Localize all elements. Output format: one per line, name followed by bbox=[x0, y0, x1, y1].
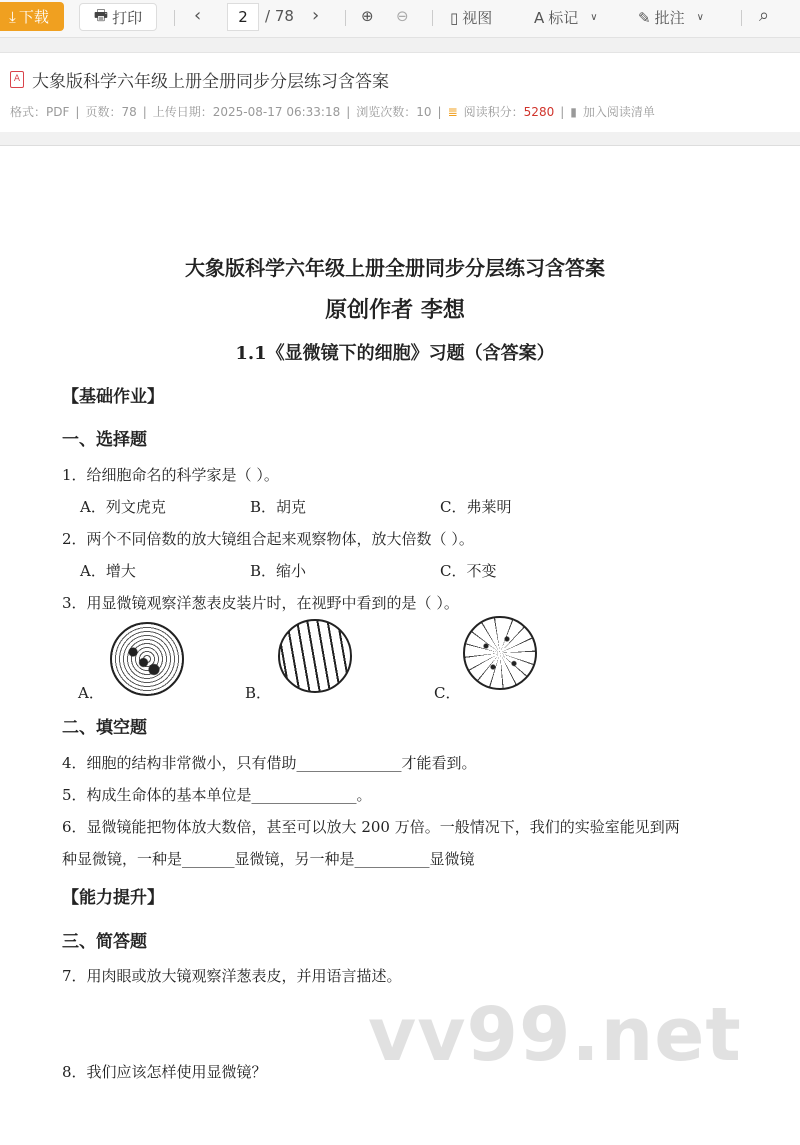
section-short-answer: 三、简答题 bbox=[62, 932, 147, 952]
chevron-down-icon: ∨ bbox=[590, 12, 598, 23]
clipboard-icon: ▮ bbox=[570, 104, 577, 119]
question-5: 5．构成生命体的基本单位是______________。 bbox=[62, 786, 372, 804]
divider bbox=[432, 10, 433, 26]
search-icon[interactable]: ⌕ bbox=[759, 5, 770, 26]
annotate-label: 批注 bbox=[654, 9, 685, 27]
question-7: 7．用肉眼或放大镜观察洋葱表皮，并用语言描述。 bbox=[62, 967, 402, 985]
toolbar bbox=[0, 0, 800, 38]
q2-option-c: C．不变 bbox=[440, 562, 497, 580]
mark-button[interactable] bbox=[534, 7, 598, 28]
page-number-input[interactable]: 2 bbox=[227, 3, 259, 31]
q3-option-a: A． bbox=[78, 684, 104, 702]
chevron-down-icon: ∨ bbox=[696, 12, 704, 23]
view-button[interactable] bbox=[450, 7, 492, 28]
question-3: 3．用显微镜观察洋葱表皮装片时，在视野中看到的是（ ）。 bbox=[62, 594, 459, 612]
question-4: 4．细胞的结构非常微小，只有借助______________才能看到。 bbox=[62, 754, 477, 772]
document-info-card bbox=[0, 52, 800, 132]
q3-option-b: B． bbox=[245, 684, 272, 702]
view-icon: ▯ bbox=[450, 8, 459, 27]
cell-image-b bbox=[278, 619, 352, 693]
cell-image-a bbox=[110, 622, 184, 696]
points-label: 阅读积分： bbox=[463, 105, 524, 119]
question-1: 1．给细胞命名的科学家是（ ）。 bbox=[62, 466, 279, 484]
question-6-line-1: 6．显微镜能把物体放大数倍，甚至可以放大 200 万倍。一般情况下，我们的实验室能见到两 bbox=[62, 818, 680, 836]
download-button[interactable] bbox=[0, 2, 64, 31]
view-label: 视图 bbox=[462, 9, 493, 27]
print-button[interactable] bbox=[79, 3, 157, 31]
doc-title: 大象版科学六年级上册全册同步分层练习含答案 bbox=[185, 256, 605, 280]
printer-icon: 🖶 bbox=[93, 5, 109, 24]
q2-option-b: B．缩小 bbox=[250, 562, 307, 580]
divider bbox=[345, 10, 346, 26]
divider bbox=[174, 10, 175, 26]
upload-date: 上传日期：2025-08-17 06:33:18 bbox=[152, 105, 341, 119]
section-basic: 【基础作业】 bbox=[62, 387, 164, 407]
q1-option-c: C．弗莱明 bbox=[440, 498, 512, 516]
q3-option-c: C． bbox=[434, 684, 461, 702]
next-page-button[interactable]: › bbox=[312, 5, 320, 26]
pdf-icon: A bbox=[10, 71, 24, 88]
q2-option-a: A．增大 bbox=[80, 562, 136, 580]
mark-label: 标记 bbox=[548, 9, 579, 27]
document-title: 大象版科学六年级上册全册同步分层练习含答案 bbox=[32, 72, 389, 92]
doc-subtitle: 1.1《显微镜下的细胞》习题（含答案） bbox=[235, 343, 555, 364]
divider bbox=[741, 10, 742, 26]
question-6-line-2: 种显微镜，一种是_______显微镜，另一种是__________显微镜 bbox=[62, 850, 475, 868]
document-meta: 格式：PDF | 页数：78 | 上传日期：2025-08-17 06:33:18 | 浏览次数：10 | ≣ 阅读积分： 5280 | ▮ 加入阅读清单 bbox=[10, 104, 655, 119]
question-8: 8．我们应该怎样使用显微镜？ bbox=[62, 1063, 267, 1081]
page-count: 页数：78 bbox=[85, 105, 137, 119]
cell-image-c bbox=[463, 616, 537, 690]
print-label: 打印 bbox=[112, 8, 143, 27]
download-icon: ⤓ bbox=[9, 7, 16, 26]
format: 格式：PDF bbox=[10, 105, 70, 119]
doc-author: 原创作者 李想 bbox=[325, 297, 465, 323]
section-advanced: 【能力提升】 bbox=[62, 888, 164, 908]
annotate-button[interactable] bbox=[638, 7, 704, 28]
highlighter-icon: A bbox=[534, 8, 545, 27]
add-reading-list-link[interactable]: 加入阅读清单 bbox=[582, 105, 655, 119]
points-value: 5280 bbox=[523, 104, 555, 119]
document-title-row bbox=[10, 67, 389, 92]
view-count: 浏览次数：10 bbox=[356, 105, 432, 119]
q1-option-b: B．胡克 bbox=[250, 498, 307, 516]
section-fill: 二、填空题 bbox=[62, 718, 147, 738]
prev-page-button[interactable]: ‹ bbox=[194, 5, 202, 26]
page-total: / 78 bbox=[265, 7, 294, 25]
question-2: 2．两个不同倍数的放大镜组合起来观察物体，放大倍数（ ）。 bbox=[62, 530, 474, 548]
watermark: vv99.net bbox=[368, 992, 742, 1078]
download-label: 下载 bbox=[18, 8, 49, 26]
pen-icon: ✎ bbox=[638, 8, 651, 27]
coins-icon: ≣ bbox=[447, 104, 458, 119]
q1-option-a: A．列文虎克 bbox=[80, 498, 166, 516]
zoom-in-icon[interactable]: ⊕ bbox=[361, 7, 374, 25]
section-choice: 一、选择题 bbox=[62, 430, 147, 450]
zoom-out-icon[interactable]: ⊖ bbox=[396, 7, 409, 25]
